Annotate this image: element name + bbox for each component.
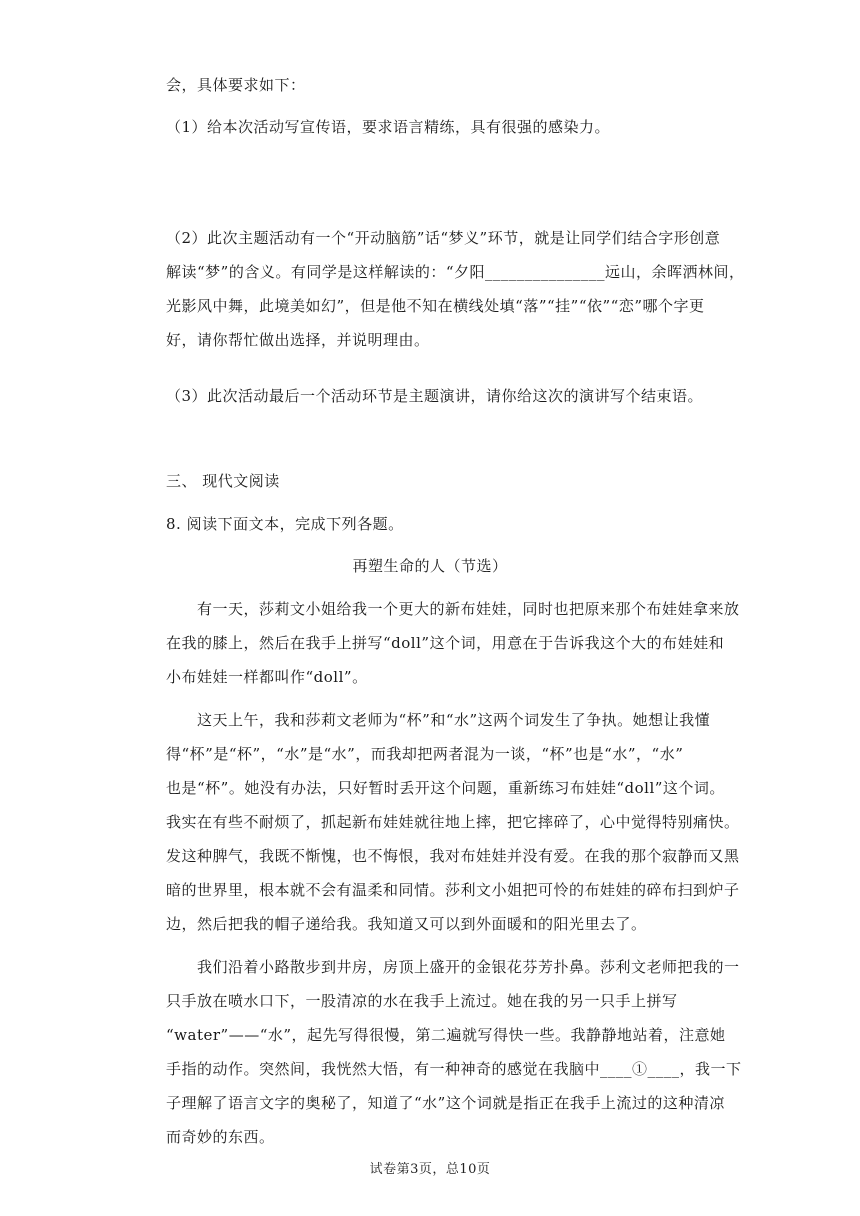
q7-sub2-line: 光影风中舞，此境美如幻”，但是他不知在横线处填“落”“挂”“依”“恋”哪个字更 bbox=[166, 297, 705, 315]
passage-p3-line: 我们沿着小路散步到井房，房顶上盛开的金银花芬芳扑鼻。莎利文老师把我的一 bbox=[166, 958, 740, 976]
page-footer: 试卷第3页，总10页 bbox=[369, 1162, 491, 1177]
passage-p3-line: 手指的动作。突然间，我恍然大悟，有一种神奇的感觉在我脑中____①____，我一下 bbox=[166, 1060, 742, 1078]
passage-p2-line: 我实在有些不耐烦了，抓起新布娃娃就往地上摔，把它摔碎了，心中觉得特别痛快。 bbox=[166, 813, 740, 831]
q7-sub2-line: 好，请你帮忙做出选择，并说明理由。 bbox=[166, 331, 430, 349]
passage-p3-line: 只手放在喷水口下，一股清凉的水在我手上流过。她在我的另一只手上拼写 bbox=[166, 992, 678, 1010]
q7-intro-tail: 会，具体要求如下： bbox=[166, 76, 306, 94]
passage-p1-line: 在我的膝上，然后在我手上拼写“doll”这个词，用意在于告诉我这个大的布娃娃和 bbox=[166, 634, 725, 652]
passage-p3-line: “water”——“水”，起先写得很慢，第二遍就写得快一些。我静静地站着，注意她 bbox=[166, 1026, 726, 1044]
passage-p2-line: 得“杯”是“杯”，“水”是“水”，而我却把两者混为一谈，“杯”也是“水”，“水” bbox=[166, 745, 684, 763]
section-heading: 三、 现代文阅读 bbox=[166, 472, 280, 490]
passage-title: 再塑生命的人（节选） bbox=[352, 557, 508, 575]
passage-p1-line: 小布娃娃一样都叫作“doll”。 bbox=[166, 668, 368, 686]
passage-p2-line: 这天上午，我和莎莉文老师为“杯”和“水”这两个词发生了争执。她想让我懂 bbox=[166, 711, 711, 729]
passage-p3-line: 子理解了语言文字的奥秘了，知道了“水”这个词就是指正在我手上流过的这种清凉 bbox=[166, 1094, 725, 1112]
passage-p2-line: 发这种脾气，我既不惭愧，也不悔恨，我对布娃娃并没有爱。在我的那个寂静而又黑 bbox=[166, 847, 740, 865]
q7-sub1: （1）给本次活动写宣传语，要求语言精练，具有很强的感染力。 bbox=[166, 118, 611, 136]
passage-p1-line: 有一天，莎莉文小姐给我一个更大的新布娃娃，同时也把原来那个布娃娃拿来放 bbox=[166, 600, 740, 618]
passage-p2-line: 暗的世界里，根本就不会有温柔和同情。莎利文小姐把可怜的布娃娃的碎布扫到炉子 bbox=[166, 881, 740, 899]
passage-p2-line: 也是“杯”。她没有办法，只好暂时丢开这个问题，重新练习布娃娃“doll”这个词。 bbox=[166, 779, 725, 797]
passage-p3-line: 而奇妙的东西。 bbox=[166, 1128, 275, 1146]
q7-sub2-line: 解读“梦”的含义。有同学是这样解读的：“夕阳_______________远山，余晖洒林间， bbox=[166, 263, 745, 281]
q7-sub3: （3）此次活动最后一个活动环节是主题演讲，请你给这次的演讲写个结束语。 bbox=[166, 387, 704, 405]
passage-p2-line: 边，然后把我的帽子递给我。我知道又可以到外面暖和的阳光里去了。 bbox=[166, 915, 647, 933]
q7-sub2-line: （2）此次主题活动有一个“开动脑筋”话“梦义”环节，就是让同学们结合字形创意 bbox=[166, 229, 721, 247]
q8-prompt: 8. 阅读下面文本，完成下列各题。 bbox=[166, 515, 404, 533]
